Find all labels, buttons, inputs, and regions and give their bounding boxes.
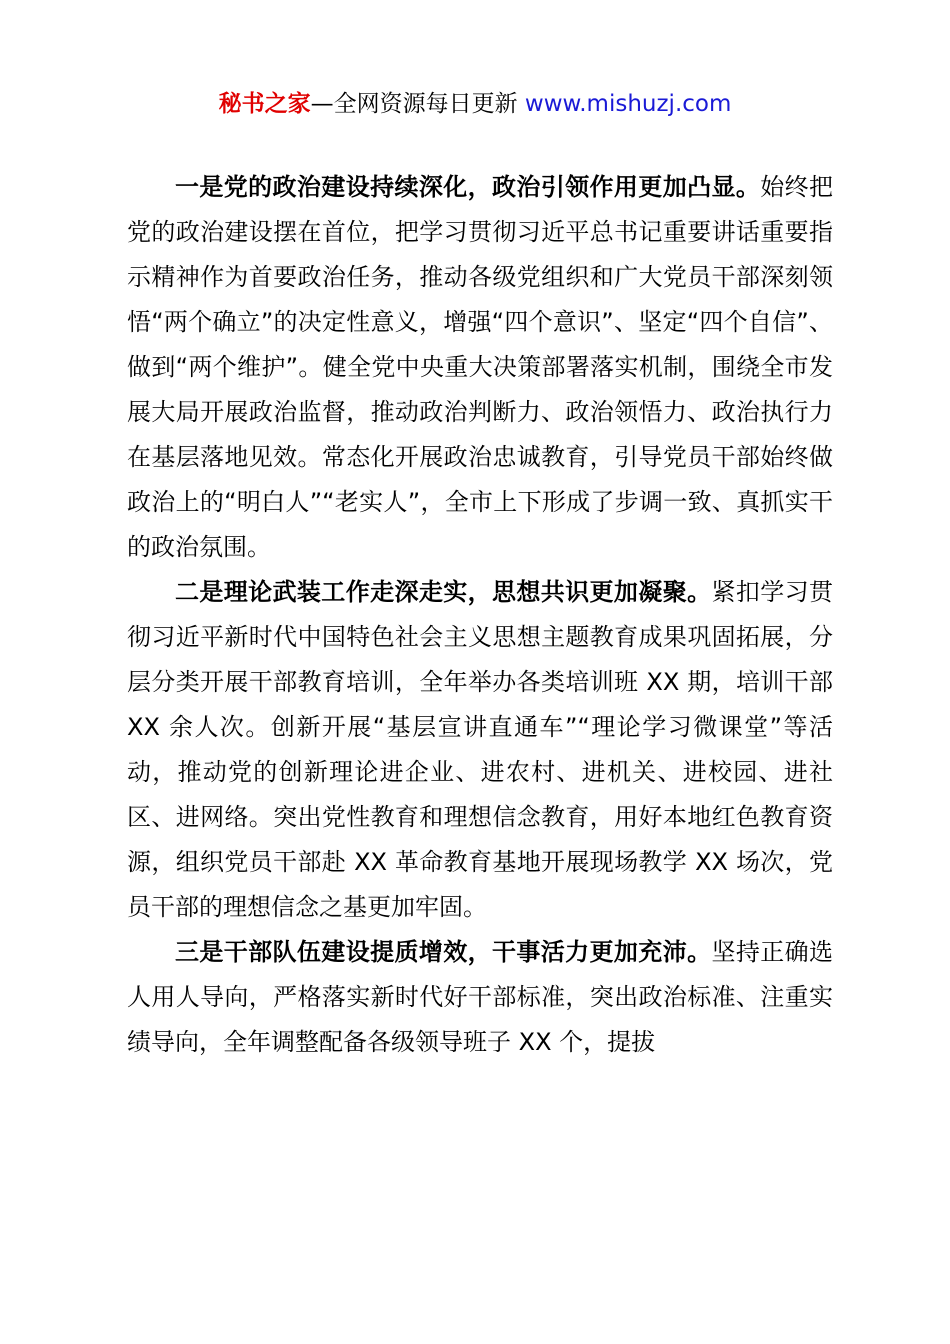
site-header (0, 86, 950, 122)
paragraph-2-body: 紧扣学习贯彻习近平新时代中国特色社会主义思想主题教育成果巩固拓展，分层分类开展干部教育培训，全年举办各类培训班 XX 期，培训干部 XX 余人次。创新开展“基层宣讲直通车”“理论学习微课堂”等活动，推动党的创新理论进企业、进农村、进机关、进校园、进社区、进网络。突出党性教育和理想信念教育，用好本地红色教育资源，组织党员干部赴 XX 革命教育基地开展现场教学 XX 场次，党员干部的理想信念之基更加牢固。 (127, 578, 834, 921)
brand-name: 秘书之家 (218, 91, 311, 117)
document-body (127, 165, 833, 1065)
paragraph-1 (127, 165, 833, 570)
paragraph-1-body: 始终把党的政治建设摆在首位，把学习贯彻习近平总书记重要讲话重要指示精神作为首要政治任务，推动各级党组织和广大党员干部深刻领悟“两个确立”的决定性意义，增强“四个意识”、坚定“四个自信”、做到“两个维护”。健全党中央重大决策部署落实机制，围绕全市发展大局开展政治监督，推动政治判断力、政治领悟力、政治执行力在基层落地见效。常态化开展政治忠诚教育，引导党员干部始终做政治上的“明白人”“老实人”，全市上下形成了步调一致、真抓实干的政治氛围。 (127, 173, 834, 561)
site-url-link[interactable]: www.mishuzj.com (524, 91, 732, 117)
paragraph-3-body: 坚持正确选人用人导向，严格落实新时代好干部标准，突出政治标准、注重实绩导向，全年调整配备各级领导班子 XX 个，提拔 (127, 938, 834, 1056)
header-slogan: —全网资源每日更新 (310, 91, 525, 117)
paragraph-1-lead: 一是党的政治建设持续深化，政治引领作用更加凸显。 (175, 173, 761, 201)
paragraph-3 (127, 930, 833, 1065)
paragraph-2-lead: 二是理论武装工作走深走实，思想共识更加凝聚。 (175, 578, 712, 606)
paragraph-2 (127, 570, 833, 930)
paragraph-3-lead: 三是干部队伍建设提质增效，干事活力更加充沛。 (175, 938, 712, 966)
